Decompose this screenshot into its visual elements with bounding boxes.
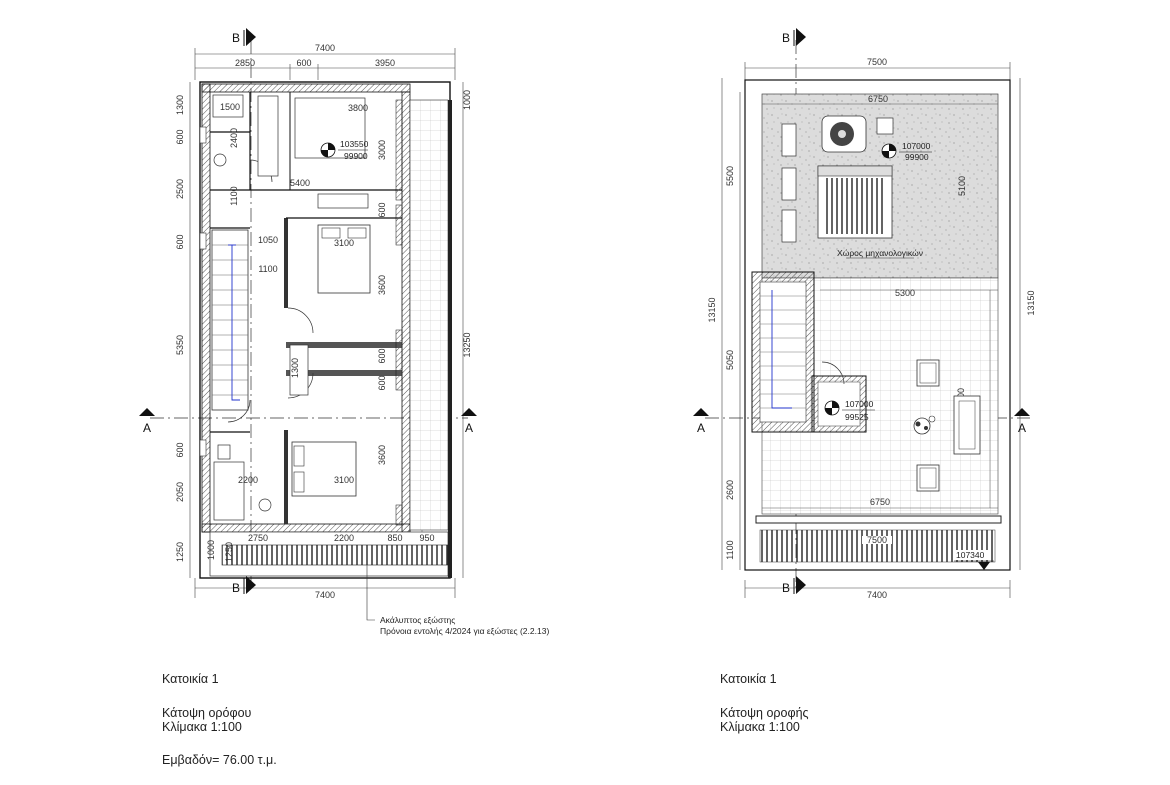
- plant-icon: [914, 418, 930, 434]
- wall: [284, 430, 288, 524]
- dim-left: 600: [175, 129, 185, 145]
- dim-bottom-strip: 2750: [247, 533, 269, 543]
- section-marker-b-top: [782, 28, 806, 46]
- wall: [448, 100, 452, 578]
- chair: [917, 465, 939, 491]
- caption-title-right: Κάτοψη οροφής: [720, 706, 809, 720]
- dim-bottom-strip: 950: [419, 533, 435, 543]
- section-marker-b-bottom: [782, 576, 806, 595]
- dim-bottom-strip: 1250: [224, 541, 234, 563]
- dim-top-total: 7400: [314, 43, 336, 53]
- section-marker-a-right: [461, 408, 477, 435]
- mechanical-label: Χώρος μηχανολογικών: [837, 248, 923, 258]
- balcony-railing: [222, 545, 448, 565]
- caption-title-left: Κάτοψη ορόφου: [162, 706, 252, 720]
- dim-left: 5050: [725, 349, 735, 371]
- pillow: [294, 472, 304, 492]
- dim-bottom-strip: 850: [387, 533, 403, 543]
- balcony-floor: [410, 100, 448, 530]
- section-label: A: [697, 421, 706, 435]
- shower: [214, 462, 244, 520]
- section-marker-a-right: [1014, 408, 1030, 435]
- dim-right-outer: 13250: [462, 332, 472, 358]
- vanity: [258, 96, 278, 176]
- balcony-note: Ακάλυπτος εξώστης: [380, 615, 456, 625]
- dim-bottom-strip: 1000: [206, 539, 216, 561]
- dim-inner: 1300: [290, 357, 300, 379]
- dim-inner: 5100: [957, 175, 967, 197]
- caption-area-left: Εμβαδόν= 76.00 τ.μ.: [162, 753, 277, 767]
- dim-inner: 1500: [219, 102, 241, 112]
- dim-inner: 3600: [377, 444, 387, 466]
- dim-inner: 3100: [333, 238, 355, 248]
- section-marker-b-top: [232, 28, 256, 46]
- section-label: A: [465, 421, 474, 435]
- section-marker-b-bottom: [232, 576, 256, 595]
- dim-left: 1250: [175, 541, 185, 563]
- solar-panel: [782, 210, 796, 242]
- door-swing: [288, 308, 313, 333]
- pillow: [294, 446, 304, 466]
- balcony-note: Πρόνοια εντολής 4/2024 για εξώστες (2.2.13): [380, 626, 550, 636]
- level-value: 99900: [344, 151, 368, 161]
- dim-left: 1300: [175, 94, 185, 116]
- dim-inner: 2200: [237, 475, 259, 485]
- dim-right: 13150: [1026, 290, 1036, 316]
- dim-inner: 600: [377, 348, 387, 364]
- section-label: B: [232, 31, 241, 45]
- dim-inner: 3800: [347, 103, 369, 113]
- section-label: B: [232, 581, 241, 595]
- dim-bottom-strip: 2200: [333, 533, 355, 543]
- dim-top-total: 7500: [866, 57, 888, 67]
- dim-left: 1100: [725, 540, 735, 560]
- dim-top-seg: 600: [296, 58, 312, 68]
- sofa: [954, 396, 980, 454]
- wall: [402, 92, 410, 532]
- level-value: 107000: [902, 141, 931, 151]
- window: [200, 440, 206, 456]
- wall: [202, 524, 410, 532]
- section-label: A: [143, 421, 152, 435]
- pillow: [348, 228, 366, 238]
- level-marker: [954, 550, 994, 570]
- dim-inner: 5300: [894, 288, 916, 298]
- caption-unit-right: Κατοικία 1: [720, 672, 777, 686]
- level-value: 99525: [845, 412, 869, 422]
- dim-inner: 2400: [229, 127, 239, 149]
- dim-inner: 3100: [333, 475, 355, 485]
- desk: [318, 194, 368, 208]
- door-swing: [228, 400, 250, 422]
- chair: [917, 360, 939, 386]
- collector-grid: [824, 178, 886, 234]
- section-label: B: [782, 31, 791, 45]
- level-value: 103550: [340, 139, 369, 149]
- pillow: [322, 228, 340, 238]
- dim-right-outer: 1000: [462, 89, 472, 111]
- water-heater: [877, 118, 893, 134]
- dim-bottom-total: 7400: [314, 590, 336, 600]
- section-label: A: [1018, 421, 1027, 435]
- dim-left: 2050: [175, 481, 185, 503]
- level-value: 99900: [905, 152, 929, 162]
- dim-left: 600: [175, 442, 185, 458]
- dim-inner: 1100: [258, 264, 278, 274]
- section-marker-a-left: [693, 408, 709, 435]
- dim-left: 13150: [707, 297, 717, 323]
- solar-panel: [782, 124, 796, 156]
- stair-direction-arrow: [232, 245, 240, 400]
- caption-unit-left: Κατοικία 1: [162, 672, 219, 686]
- dim-left: 600: [175, 234, 185, 250]
- dim-left: 5350: [175, 334, 185, 356]
- dim-inner: 6750: [869, 497, 891, 507]
- solar-panel: [782, 168, 796, 200]
- dim-inner: 3600: [377, 274, 387, 296]
- toilet: [214, 154, 226, 166]
- wall: [202, 84, 410, 92]
- section-marker-a-left: [139, 408, 155, 435]
- window: [200, 127, 206, 143]
- left-floor-plan: [139, 28, 549, 636]
- level-value: 107000: [845, 399, 874, 409]
- caption-scale-right: Κλίμακα 1:100: [720, 720, 800, 734]
- dim-inner: 3000: [377, 139, 387, 161]
- section-label: B: [782, 581, 791, 595]
- dim-left: 2500: [175, 178, 185, 200]
- washbasin: [259, 499, 271, 511]
- dim-inner: 6750: [867, 94, 889, 104]
- caption-scale-left: Κλίμακα 1:100: [162, 720, 242, 734]
- dim-inner: 1050: [257, 235, 279, 245]
- dim-inner: 1100: [229, 186, 239, 206]
- wall: [202, 84, 210, 532]
- dim-bottom-total: 7400: [866, 590, 888, 600]
- dim-inner: 600: [377, 202, 387, 218]
- level-value: 107340: [956, 550, 985, 560]
- parapet: [756, 516, 1001, 523]
- wall: [284, 218, 288, 308]
- right-roof-plan: [693, 28, 1036, 600]
- window: [200, 233, 206, 249]
- dim-inner: 600: [377, 375, 387, 391]
- dim-left: 2600: [725, 479, 735, 501]
- dim-inner: 5400: [289, 178, 311, 188]
- toilet: [218, 445, 230, 459]
- dim-top-seg: 3950: [374, 58, 396, 68]
- dim-left: 5500: [725, 165, 735, 187]
- dim-inner: 7500: [866, 535, 888, 545]
- dim-top-seg: 2850: [234, 58, 256, 68]
